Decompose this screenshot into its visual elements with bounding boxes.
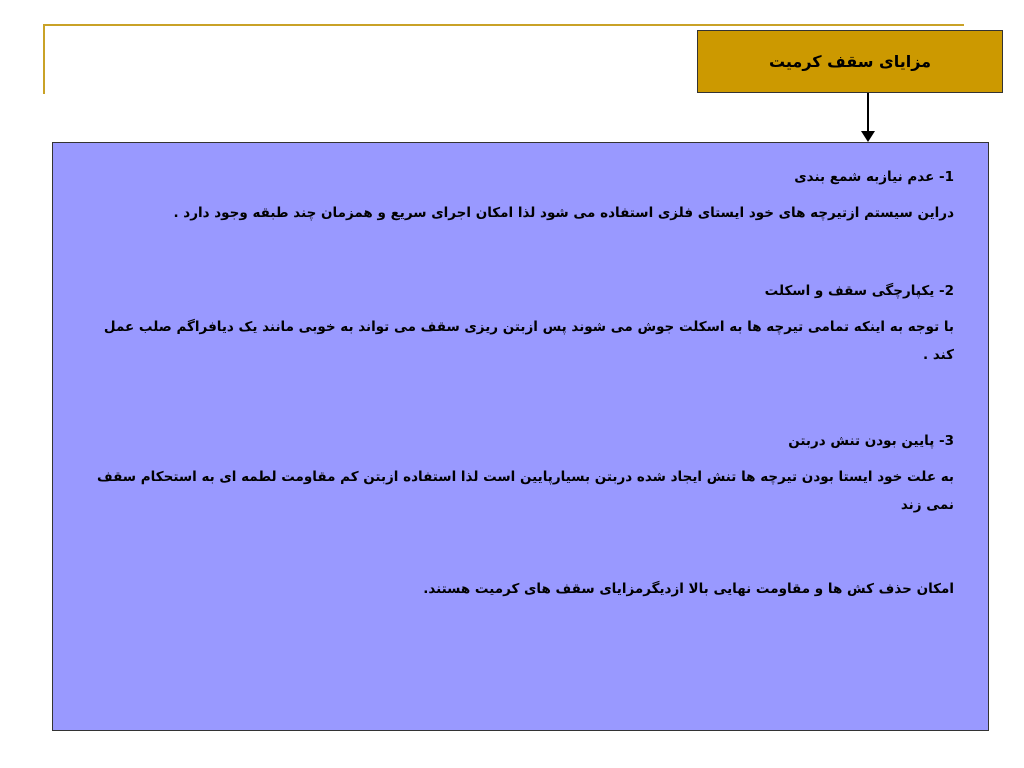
closing-text: امکان حذف کش ها و مقاومت نهایی بالا ازدیگرمزایای سقف های کرمیت هستند. <box>423 581 954 597</box>
item-2-heading: 2- یکپارچگی سقف و اسکلت <box>764 283 954 299</box>
frame-left-line <box>43 24 45 94</box>
item-1-heading: 1- عدم نیازبه شمع بندی <box>794 169 954 185</box>
item-2-body: با توجه به اینکه تمامی تیرچه ها به اسکلت جوش می شوند پس ازبتن ریزی سقف می تواند به خوبی مانند یک دیافراگم صلب عمل کند . <box>103 319 954 363</box>
content-box <box>52 142 989 731</box>
frame-top-line <box>43 24 964 26</box>
slide-title: مزایای سقف کرمیت <box>768 52 932 71</box>
item-1-body: دراین سیستم ازتیرچه های خود ایستای فلزی استفاده می شود لذا امکان اجرای سریع و همزمان چند طبقه وجود دارد . <box>173 205 954 221</box>
item-3-body: به علت خود ایستا بودن تیرچه ها تنش ایجاد شده دربتن بسیارپایین است لذا استفاده ازبتن کم مقاومت لطمه ای به استحکام سقف نمی زند <box>97 469 954 513</box>
item-3-heading: 3- پایین بودن تنش دربتن <box>788 433 954 449</box>
arrow-head-icon <box>861 131 875 142</box>
arrow-down-icon <box>867 93 869 136</box>
title-box <box>697 30 1003 93</box>
